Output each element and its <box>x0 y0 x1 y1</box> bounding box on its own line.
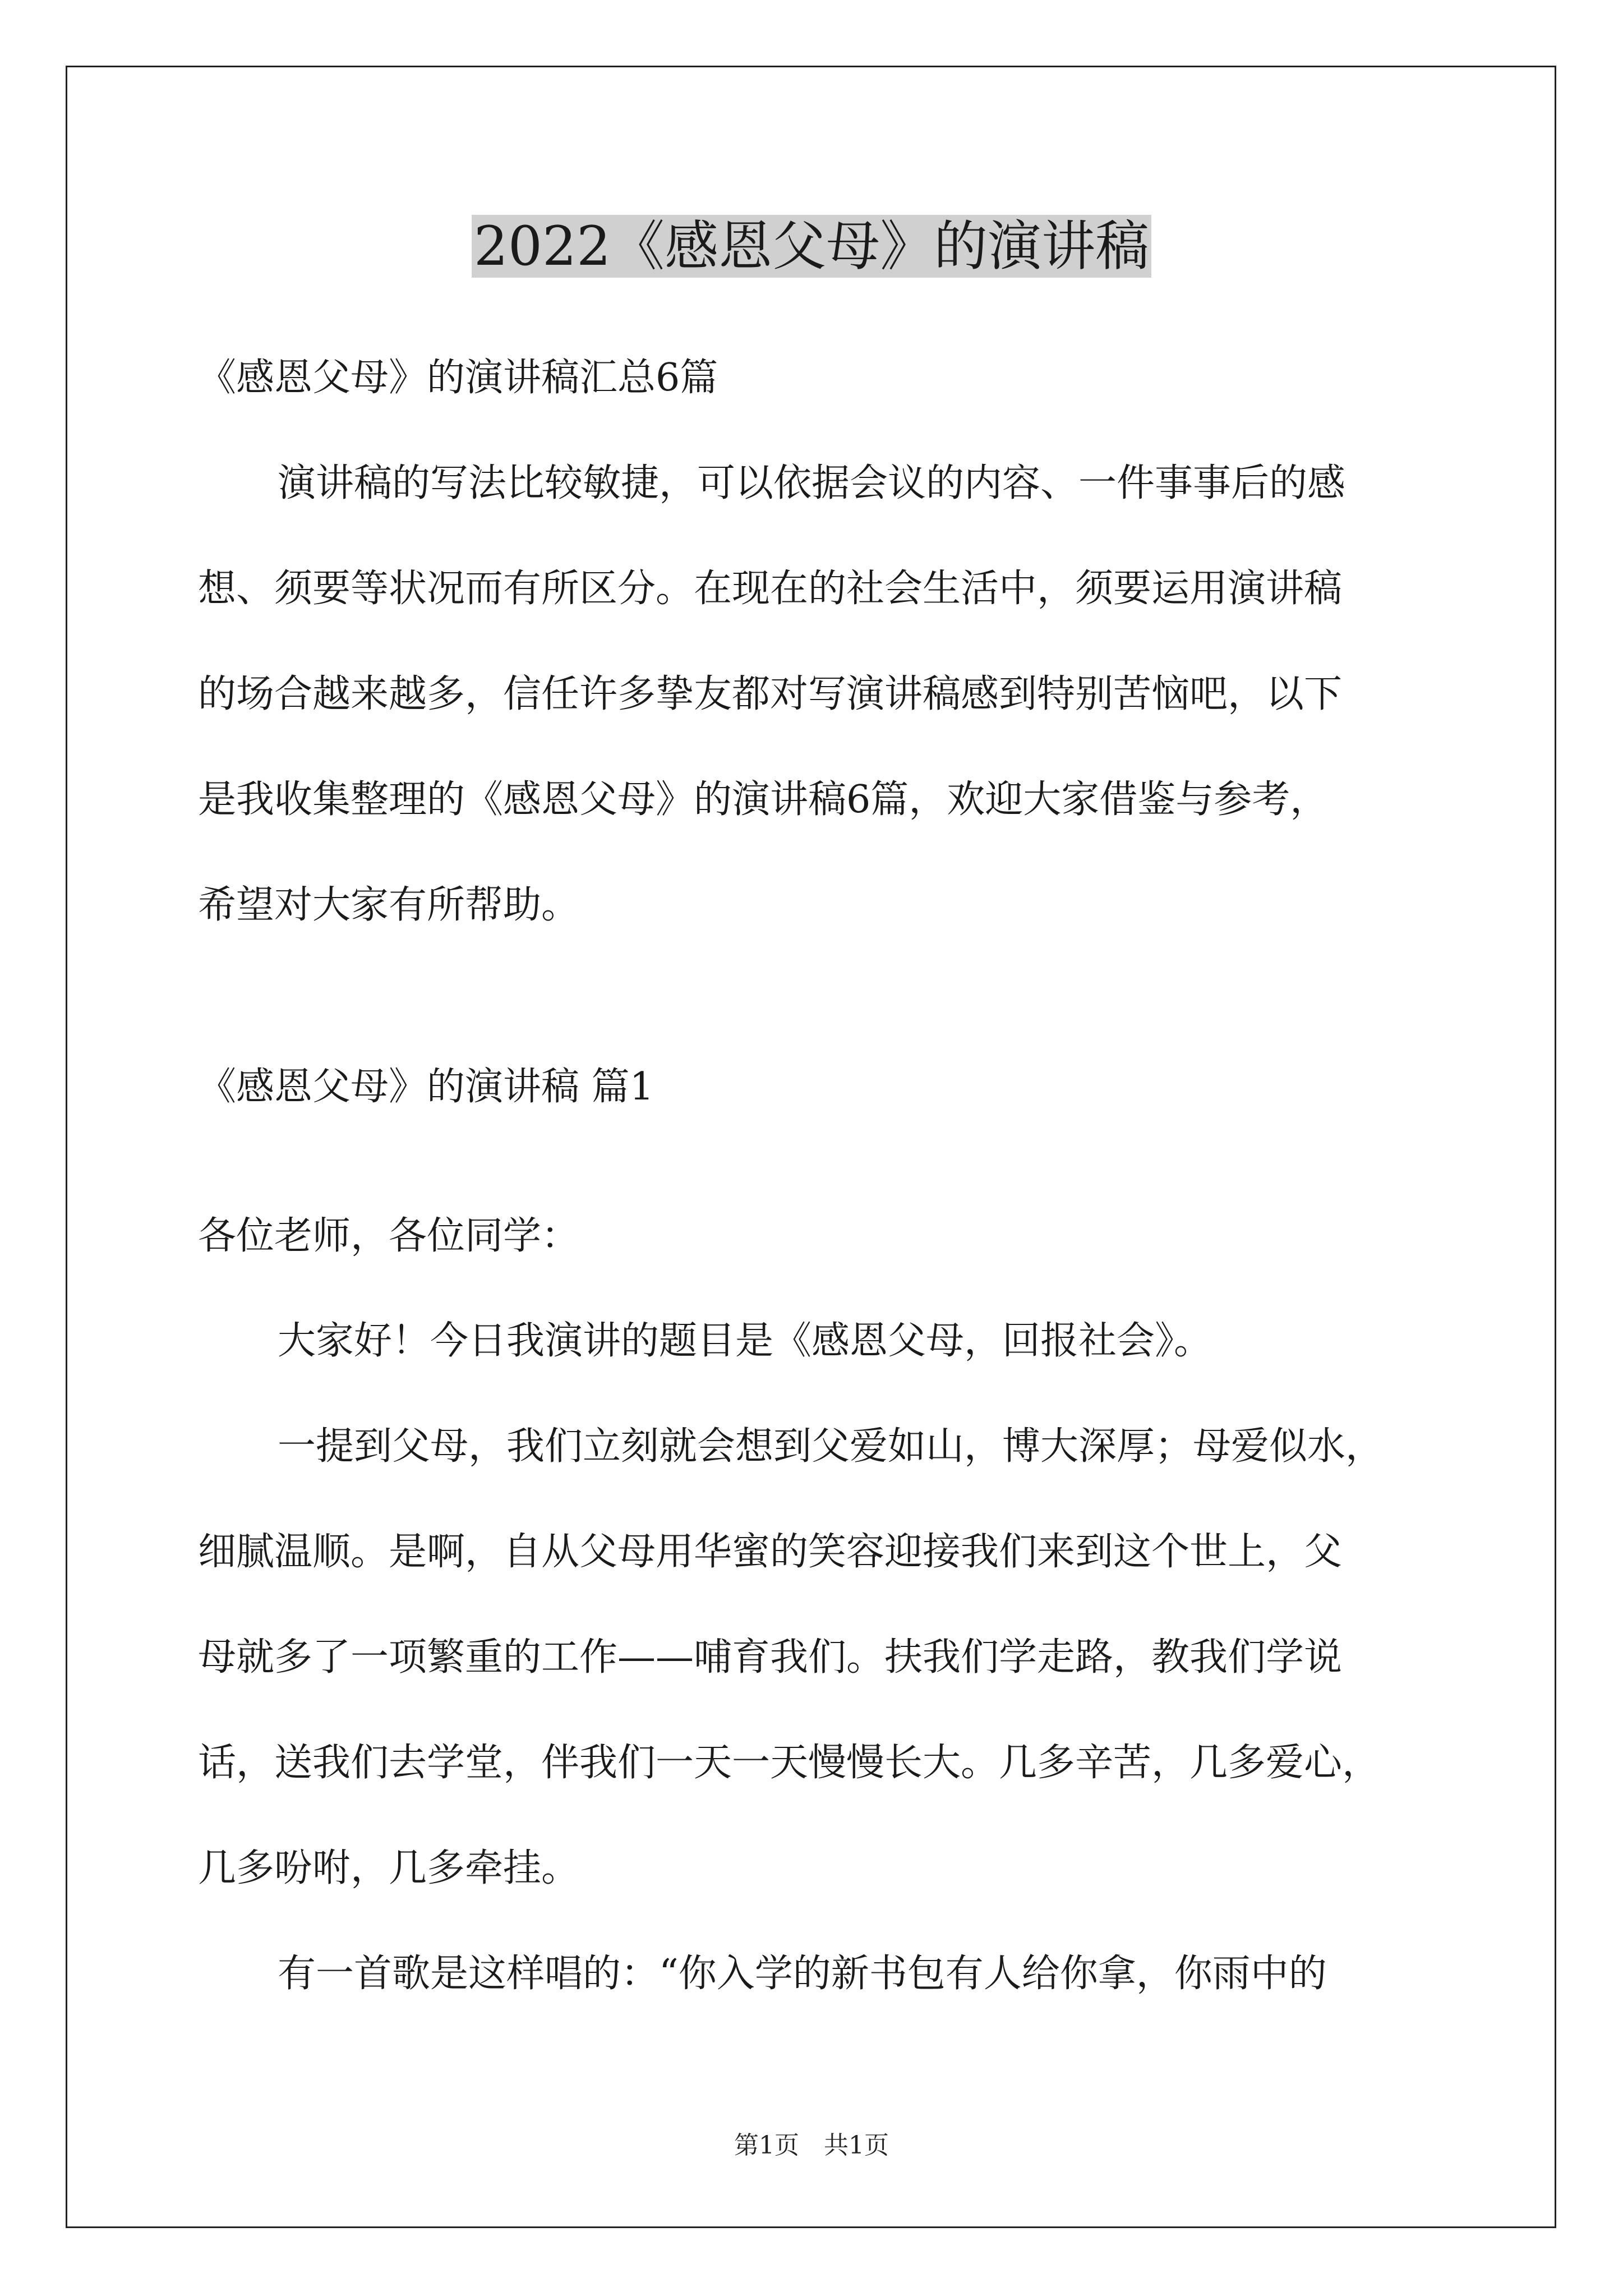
document-title <box>0 210 1623 283</box>
body-line: 话，送我们去学堂，伴我们一天一天慢慢长大。几多辛苦，几多爱心， <box>198 1741 1381 1785</box>
body-line: 一提到父母，我们立刻就会想到父爱如山，博大深厚；母爱似水， <box>278 1424 1384 1469</box>
subtitle: 《感恩父母》的演讲稿汇总6篇 <box>198 356 718 400</box>
body-line: 有一首歌是这样唱的：“你入学的新书包有人给你拿，你雨中的 <box>278 1952 1327 1996</box>
title-text: 2022《感恩父母》的演讲稿 <box>472 215 1151 278</box>
body-line: 细腻温顺。是啊，自从父母用华蜜的笑容迎接我们来到这个世上，父 <box>198 1530 1343 1574</box>
intro-line: 希望对大家有所帮助。 <box>198 883 580 927</box>
section-heading: 《感恩父母》的演讲稿 篇1 <box>198 1065 654 1109</box>
body-line: 大家好！今日我演讲的题目是《感恩父母，回报社会》。 <box>278 1319 1212 1363</box>
intro-line: 是我收集整理的《感恩父母》的演讲稿6篇，欢迎大家借鉴与参考， <box>198 777 1329 822</box>
body-line: 几多吩咐，几多牵挂。 <box>198 1846 580 1890</box>
intro-line: 演讲稿的写法比较敏捷，可以依据会议的内容、一件事事后的感 <box>278 461 1346 505</box>
body-line: 母就多了一项繁重的工作——哺育我们。扶我们学走路，教我们学说 <box>198 1635 1343 1680</box>
intro-line: 的场合越来越多，信任许多挚友都对写演讲稿感到特别苦恼吧，以下 <box>198 672 1343 716</box>
greeting: 各位老师，各位同学： <box>198 1214 580 1258</box>
page-footer: 第1页 共1页 <box>734 2131 889 2160</box>
intro-line: 想、须要等状况而有所区分。在现在的社会生活中，须要运用演讲稿 <box>198 567 1343 611</box>
